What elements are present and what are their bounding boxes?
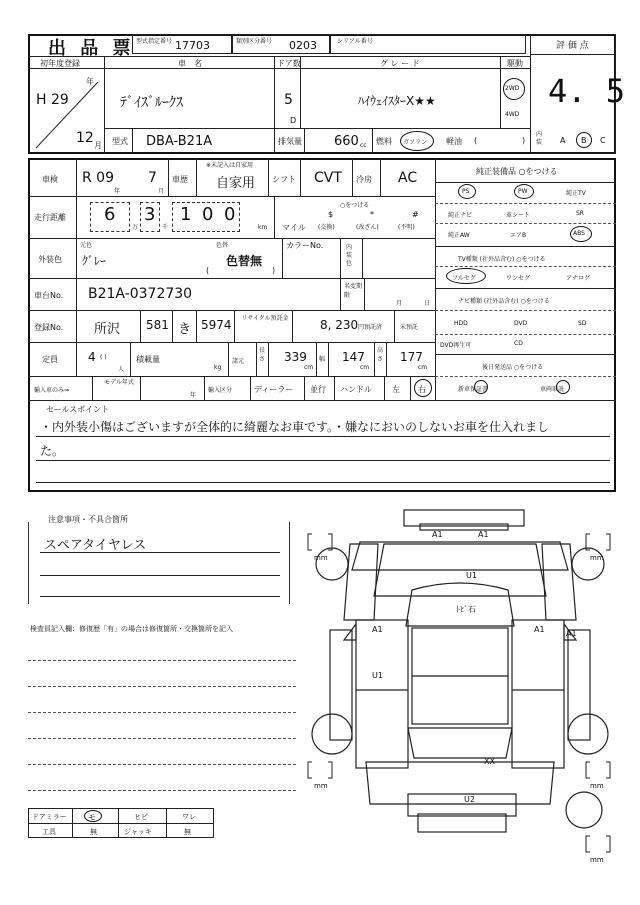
repaint-value: 色替無 <box>226 254 263 268</box>
rear-bumper <box>408 794 516 816</box>
svg-text:mm: mm <box>590 554 604 562</box>
first-reg-label: 初年度登録 <box>40 59 80 68</box>
grade-value: ﾊｲｳｪｲｽﾀｰX★★ <box>358 94 436 108</box>
mark-u1-hood: U1 <box>466 571 477 580</box>
sales-line2: た。 <box>40 444 65 458</box>
chassis-number: B21A-0372730 <box>88 286 193 302</box>
drive-4wd: 4WD <box>505 111 520 118</box>
first-reg-year: H 29 <box>36 92 69 108</box>
wheel-rear-left <box>312 714 352 754</box>
mark-a1-left-door: A1 <box>372 625 383 634</box>
svg-text:mm: mm <box>590 782 604 790</box>
name-change-label: 名変期限 <box>344 283 363 299</box>
mark-u1-left-door: U1 <box>372 671 383 680</box>
color-no-label: カラーNo. <box>286 241 324 250</box>
shift-value: CVT <box>314 170 342 186</box>
spare-wheel <box>566 792 602 828</box>
inspection-value: R 09 <box>82 170 114 186</box>
serial-cell: シリアル番号 <box>330 34 526 54</box>
eq-abs: ABS <box>573 230 585 237</box>
sales-label: セールスポイント <box>46 405 110 414</box>
drive-label: 駆動 <box>507 59 523 68</box>
length-value: 339 <box>284 350 307 364</box>
right-doors <box>512 620 564 768</box>
wheel-rear-right <box>568 714 608 754</box>
displacement: 660 <box>334 134 359 149</box>
mark-a1-front-right: A1 <box>478 530 489 539</box>
history-label: 車歴 <box>172 175 188 184</box>
interior-grade-label: 内装 <box>536 131 543 146</box>
equipment-header: 純正装備品 ○をつける <box>476 167 558 176</box>
wheel-front-right <box>572 548 604 580</box>
eval-label: 評 価 点 <box>556 41 589 51</box>
car-name: ﾃﾞｲｽﾞﾙｰｸｽ <box>120 95 183 111</box>
inspection-month: 7 <box>148 170 157 186</box>
inspector-label: 検査員記入欄：修復歴「有」の場合は修復箇所・交換箇所を記入 <box>30 625 233 633</box>
plate-area: 所沢 <box>94 322 121 337</box>
ac-value: AC <box>398 170 418 186</box>
ac-label: 冷房 <box>356 175 372 184</box>
wheel-front-left <box>316 548 348 580</box>
color-label: 外装色 <box>38 255 62 264</box>
fuel-diesel: 軽油 <box>446 137 462 146</box>
plate-kana: き <box>178 322 192 337</box>
eval-score: 4. 5 <box>548 72 626 110</box>
grade-label: グ レ ー ド <box>380 59 420 68</box>
interior-color-label: 内装色 <box>346 244 353 267</box>
car-diagram <box>300 500 620 900</box>
model-type: DBA-B21A <box>146 134 213 149</box>
shift-label: シフト <box>272 175 296 184</box>
mark-u2-bumper: U2 <box>464 795 475 804</box>
mark-a1-front-left: A1 <box>432 530 443 539</box>
mark-windshield: ﾄﾋﾞ石 <box>456 605 476 614</box>
history-value: 自家用 <box>216 176 256 191</box>
left-doors <box>356 620 408 768</box>
eq-tv: 純正TV <box>566 190 586 197</box>
svg-text:mm: mm <box>314 782 328 790</box>
doors-value: 5 <box>284 92 293 108</box>
notes-label: 注意事項・不具合箇所 <box>48 515 128 524</box>
svg-text:mm: mm <box>590 856 604 864</box>
mirror-value: モ <box>88 813 96 822</box>
drive-2wd: 2WD <box>505 85 520 92</box>
rear-glass <box>408 728 512 758</box>
category-cell: 類別区分番号 0203 <box>232 34 330 54</box>
fuel-gasoline: ガソリン <box>403 139 428 146</box>
sales-line1: ・内外装小傷はございますが全体的に綺麗なお車です。・嫌なにおいのしないお車を仕入れまし <box>40 420 550 434</box>
displacement-label: 排気量 <box>278 137 302 146</box>
capacity-value: 4 <box>88 350 96 364</box>
plate-label: 登録No. <box>34 323 64 332</box>
original-color: ｸﾞﾚｰ <box>82 254 107 268</box>
inspection-label: 車検 <box>42 175 58 184</box>
import-label: 輸入車のみ⇒ <box>34 387 70 394</box>
model-designation-cell: 型式指定番号 17703 <box>132 34 232 54</box>
mark-a1-right-door: A1 <box>534 625 545 634</box>
first-reg-month: 12 <box>76 130 94 146</box>
capacity-label: 定員 <box>42 355 58 364</box>
recycle-label: リサイクル預託金 <box>241 315 289 322</box>
front-top-panel <box>352 542 568 570</box>
eq-pw: PW <box>518 188 528 195</box>
notes-text: スペアタイヤレス <box>44 538 147 553</box>
load-label: 積載量 <box>136 355 160 364</box>
doors-label: ドア数 <box>277 59 301 68</box>
eq-ps: PS <box>462 188 470 195</box>
width-value: 147 <box>342 350 365 364</box>
plate-class: 581 <box>146 318 169 332</box>
mark-a1-right-outer: A1 <box>566 629 577 638</box>
svg-text:mm: mm <box>314 554 328 562</box>
model-type-label: 型式 <box>112 137 128 146</box>
car-name-label: 車 名 <box>178 59 202 68</box>
chassis-label: 車台No. <box>34 291 64 300</box>
mark-xx-rear: XX <box>484 757 495 766</box>
recycle-amount: 8, 230 <box>320 318 359 332</box>
height-value: 177 <box>400 350 423 364</box>
mileage-label: 走行距離 <box>34 213 66 222</box>
interior-b: B <box>581 136 587 145</box>
plate-number: 5974 <box>201 318 232 332</box>
page-title: 出 品 票 <box>48 38 135 59</box>
